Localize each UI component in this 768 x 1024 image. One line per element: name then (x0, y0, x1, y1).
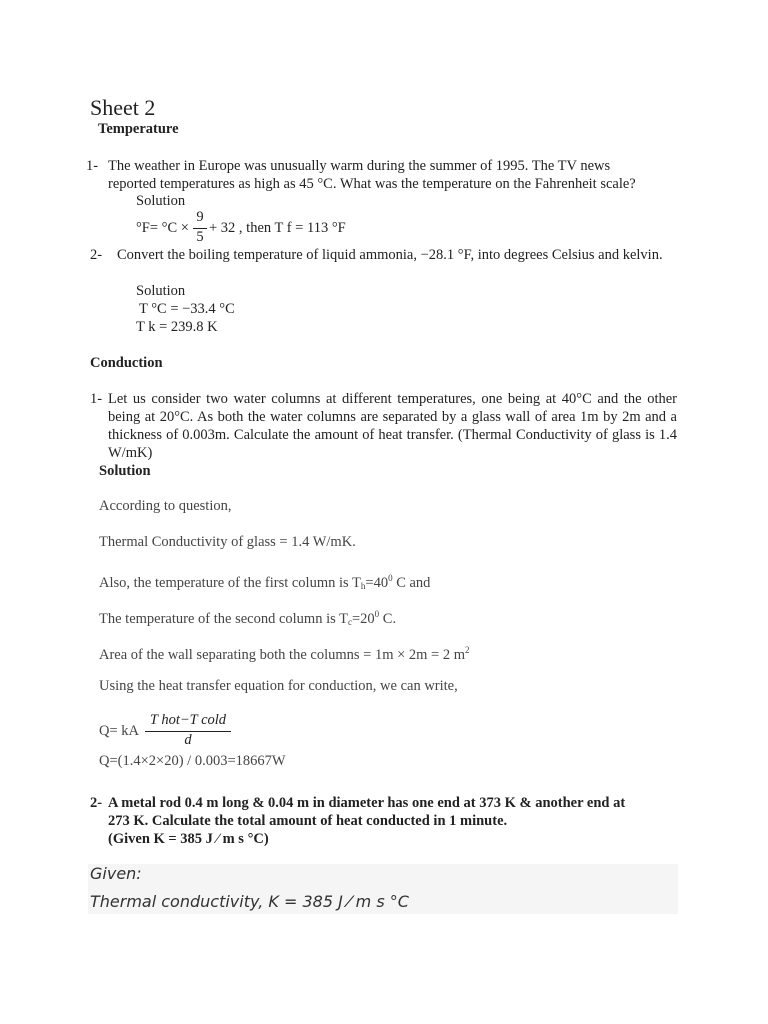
question-text: Let us consider two water columns at different temperatures, one being at 40°C and the other being at 20°C. As both the water columns are separated by a glass wall of area 1m by 2m and a thickness of 0.003m. Calculate the amount of heat transfer. (Thermal Conductivity of glass is 1.4 W/mK) (108, 391, 677, 461)
fraction-nine-fifths (193, 209, 207, 245)
question-text-line: reported temperatures as high as 45 °C. What was the temperature on the Fahrenheit scale? (108, 176, 636, 192)
solution-label: Solution (136, 283, 186, 299)
question-number: 1- (90, 391, 103, 407)
solution-line-first-column (99, 569, 430, 595)
text: =20 (351, 611, 375, 627)
question-number: 1- (86, 158, 99, 174)
fraction-numerator: T hot−T cold (149, 712, 227, 728)
solution-line-area (99, 641, 470, 664)
question-text-line: 273 K. Calculate the total amount of heat conducted in 1 minute. (108, 813, 508, 829)
fraction-denominator: 5 (196, 229, 204, 245)
superscript: 0 (388, 573, 393, 583)
sheet-title: Sheet 2 (90, 95, 156, 120)
subscript: c (347, 617, 352, 627)
superscript: 0 (374, 609, 380, 619)
question-text-line: The weather in Europe was unusually warm during the summer of 1995. The TV news (108, 158, 611, 174)
question-text: Convert the boiling temperature of liquid ammonia, −28.1 °F, into degrees Celsius and kelvin. (117, 247, 663, 263)
fraction-denominator: d (184, 732, 192, 748)
superscript: 2 (465, 645, 470, 655)
answer-celsius: T °C = −33.4 °C (139, 301, 235, 317)
question-text-line: A metal rod 0.4 m long & 0.04 m in diameter has one end at 373 K & another end at (108, 795, 626, 811)
solution-label: Solution (99, 463, 151, 479)
section-heading-conduction: Conduction (90, 355, 163, 371)
question-number: 2- (90, 247, 103, 263)
equation-result: Q=(1.4×2×20) / 0.003=18667W (99, 753, 286, 769)
solution-line: According to question, (99, 498, 232, 514)
given-conductivity: Thermal conductivity, K = 385 J ⁄ m s °C (90, 892, 409, 911)
formula-right: + 32 , then T f = 113 °F (209, 220, 346, 236)
solution-line: Thermal Conductivity of glass = 1.4 W/mK. (99, 534, 356, 550)
solution-line-second-column (99, 605, 396, 631)
given-label: Given: (90, 864, 142, 883)
section-heading-temperature: Temperature (98, 121, 179, 137)
text: C and (392, 575, 431, 591)
text: =40 (365, 575, 389, 591)
equation-left: Q= kA (99, 723, 139, 739)
text: Also, the temperature of the first column is T (99, 575, 361, 591)
text: The temperature of the second column is T (99, 611, 348, 627)
question-text-line: (Given K = 385 J ⁄ m s °C) (108, 831, 269, 847)
formula-left: °F= °C × (136, 220, 189, 236)
answer-kelvin: T k = 239.8 K (136, 319, 218, 335)
subscript: h (360, 581, 366, 591)
solution-label: Solution (136, 193, 186, 209)
text: C. (379, 611, 397, 627)
fraction-temperature-difference (145, 712, 231, 750)
fraction-numerator: 9 (196, 209, 204, 225)
solution-line: Using the heat transfer equation for conduction, we can write, (99, 678, 458, 694)
question-number: 2- (90, 795, 103, 811)
text: Area of the wall separating both the columns = 1m × 2m = 2 m (99, 647, 466, 663)
